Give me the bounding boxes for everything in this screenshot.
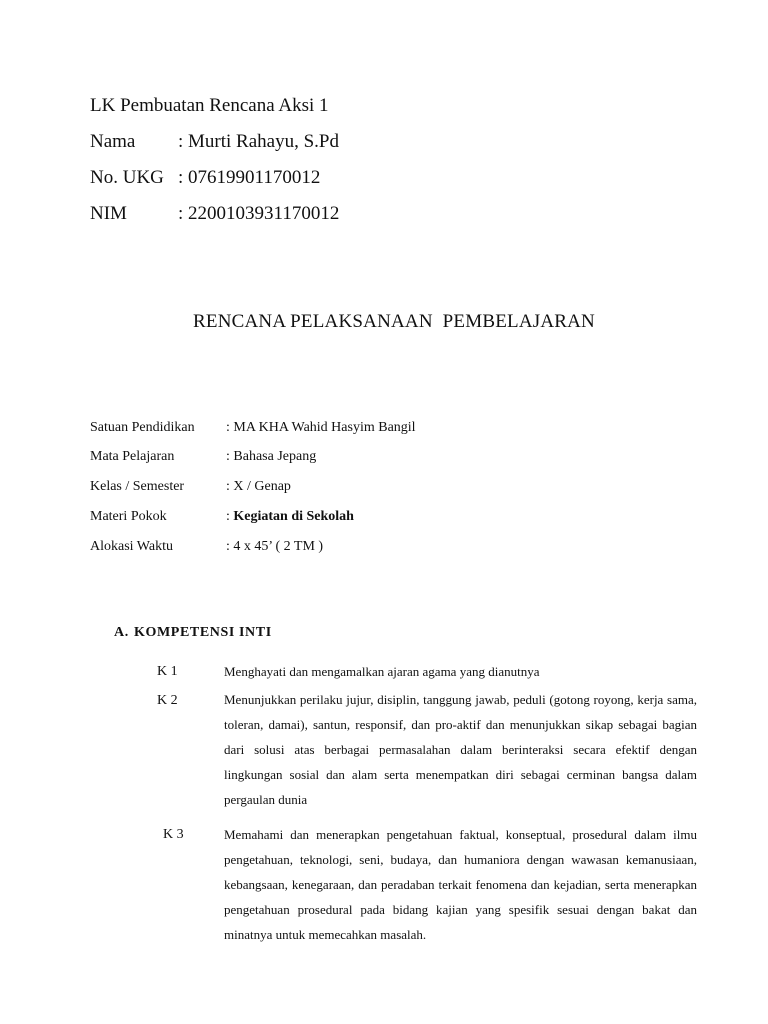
section-title: KOMPETENSI INTI xyxy=(134,625,272,640)
section-heading xyxy=(114,625,272,641)
ukg-value: : 07619901170012 xyxy=(178,167,321,188)
section-letter: A. xyxy=(114,625,129,640)
identity-colon: : xyxy=(226,509,234,524)
identity-value: : 4 x 45’ ( 2 TM ) xyxy=(226,539,324,554)
ki-text: Memahami dan menerapkan pengetahuan faktual, konseptual, prosedural dalam ilmu pengetahuan, teknologi, seni, budaya, dan humaniora dengan wawasan kemanusiaan, kebangsaan, kenegaraan, dan peradaban terkait fenomena dan kejadian, serta menerapkan pengetahuan prosedural pada bidang kajian yang spesifik sesuai dengan bakat dan minatnya untuk memecahkan masalah. xyxy=(224,827,697,942)
identity-label: Mata Pelajaran xyxy=(90,449,175,464)
ki-text: Menunjukkan perilaku jujur, disiplin, tanggung jawab, peduli (gotong royong, kerja sama, toleran, damai), santun, responsif, dan pro-aktif dan menunjukkan sikap sebagai bagian dari solusi atas berbagai permasalahan dalam berinteraksi secara efektif dengan lingkungan sosial dan alam serta menempatkan diri sebagai cerminan bangsa dalam pergaulan dunia xyxy=(224,692,697,807)
name-label: Nama xyxy=(90,131,136,152)
identity-value: : Bahasa Jepang xyxy=(226,449,317,464)
identity-row-subject xyxy=(90,448,316,466)
ki-code: K 3 xyxy=(163,827,184,842)
identity-value: : X / Genap xyxy=(226,479,291,494)
identity-value: Kegiatan di Sekolah xyxy=(233,509,354,524)
identity-row-topic xyxy=(90,508,354,526)
document-title: RENCANA PELAKSANAAN PEMBELAJARAN xyxy=(193,311,595,332)
identity-row-time xyxy=(90,538,323,556)
ki-code: K 2 xyxy=(157,693,178,708)
identity-label: Alokasi Waktu xyxy=(90,539,173,554)
ki-code: K 1 xyxy=(157,664,178,679)
ki-text: Menghayati dan mengamalkan ajaran agama yang dianutnya xyxy=(224,664,540,679)
worksheet-title: LK Pembuatan Rencana Aksi 1 xyxy=(90,95,329,116)
nim-label: NIM xyxy=(90,203,127,224)
identity-value: : MA KHA Wahid Hasyim Bangil xyxy=(226,420,416,435)
identity-label: Satuan Pendidikan xyxy=(90,420,195,435)
identity-row-class xyxy=(90,478,291,496)
name-row xyxy=(90,131,339,153)
identity-label: Materi Pokok xyxy=(90,509,167,524)
identity-label: Kelas / Semester xyxy=(90,479,185,494)
ukg-row xyxy=(90,167,320,189)
nim-value: : 2200103931170012 xyxy=(178,203,340,224)
name-value: : Murti Rahayu, S.Pd xyxy=(178,131,339,152)
ukg-label: No. UKG xyxy=(90,167,164,188)
identity-row-school xyxy=(90,419,416,437)
nim-row xyxy=(90,203,339,225)
